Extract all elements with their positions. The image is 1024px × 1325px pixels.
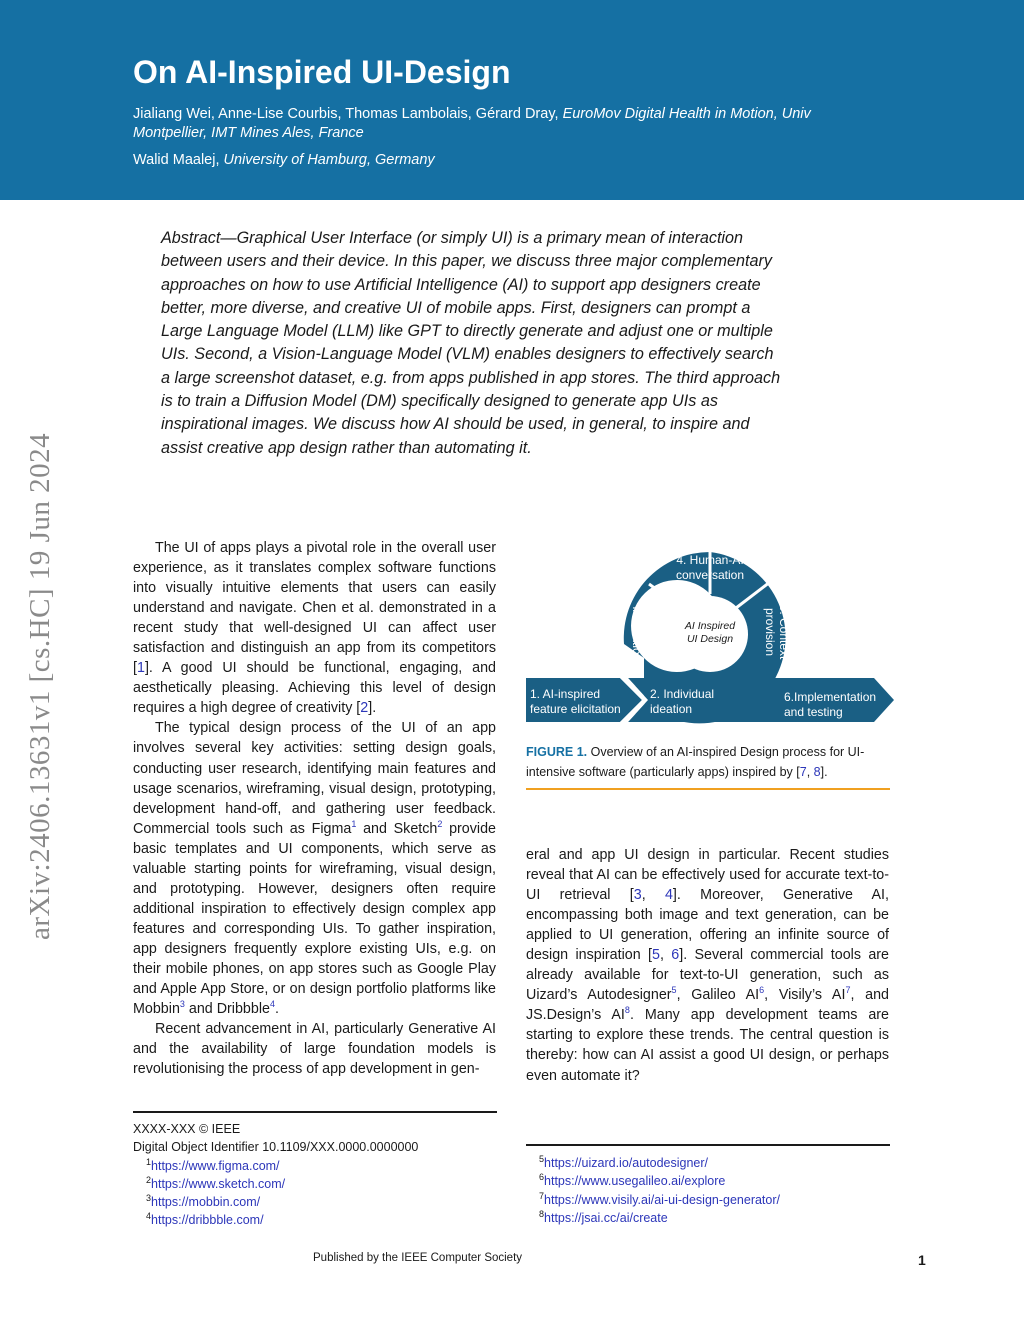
- page-number: 1: [918, 1252, 926, 1268]
- citation-link[interactable]: 7: [799, 765, 807, 779]
- caption-rule: [526, 788, 890, 790]
- footnote-item: [133, 1157, 418, 1175]
- abstract: Abstract—Graphical User Interface (or simply UI) is a primary mean of interaction between users and their device. In this paper, we discuss three major complementary approaches on how to use Artificial Intelligence (AI) to support app designers create better, more diverse, and creative UI of mobile apps. First, designers can prompt a Large Language Model (LLM) like GPT to directly generate and adjust one or multiple UIs. Second, a Vision-Language Model (VLM) enables designers to effectively search a large screenshot dataset, e.g. from apps published in app stores. The third approach is to train a Diffusion Model (DM) specifically designed to generate app UIs as inspirational images. We discuss how AI should be used, in general, to inspire and assist creative app design rather than automating it.: [161, 229, 781, 457]
- caption-text: Overview of an AI-inspired Design process for UI-intensive software (particularly apps) inspired by [: [526, 745, 865, 779]
- paragraph-1: [133, 538, 496, 718]
- footnote-item: [526, 1154, 780, 1172]
- footnote-marker[interactable]: 6: [759, 985, 765, 996]
- footnote-link[interactable]: https://jsai.cc/ai/create: [544, 1210, 668, 1225]
- paragraph-2: [133, 718, 496, 1019]
- footnote-link[interactable]: https://www.usegalileo.ai/explore: [544, 1174, 726, 1189]
- paragraph-3: Recent advancement in AI, particularly Generative AI and the availability of large foundation models is revolutionising the process of app development in gen-: [133, 1021, 496, 1078]
- footnote-link[interactable]: https://www.sketch.com/: [151, 1176, 286, 1191]
- footnote-marker[interactable]: 7: [845, 985, 851, 996]
- ai-design-process-figure: [524, 548, 896, 728]
- authors-list: Jialiang Wei, Anne-Lise Courbis, Thomas Lambolais, Gérard Dray,: [133, 106, 559, 122]
- paper-title: On AI-Inspired UI-Design: [133, 54, 511, 90]
- text-segment: ].: [820, 765, 828, 779]
- figure-caption: [526, 742, 890, 782]
- ring-separator: [649, 584, 682, 608]
- footnote-rule-right: [526, 1144, 890, 1146]
- footnote-marker[interactable]: 1: [351, 818, 357, 829]
- text-segment: , Galileo AI: [676, 987, 760, 1004]
- text-segment: ]. Moreover, Generative AI, encompassing both image and text generation, can be applied to UI generation, offering an infinite source of design inspiration [: [526, 887, 889, 964]
- footnote-rule-left: [133, 1111, 497, 1113]
- footnote-number: 1: [146, 1156, 152, 1167]
- text-segment: and Dribbble: [184, 1001, 270, 1018]
- citation-link[interactable]: 4: [664, 887, 673, 904]
- footnote-item: [133, 1175, 418, 1193]
- stage-6-label-line-1: 6.Implementation: [784, 690, 877, 704]
- citation-link[interactable]: 6: [671, 947, 680, 964]
- text-segment: and Sketch: [356, 820, 438, 837]
- footnotes-left: [133, 1120, 418, 1230]
- stage-2-label-line-1: 2. Individual: [650, 687, 715, 701]
- citation-link[interactable]: 1: [136, 660, 145, 677]
- citation-link[interactable]: 3: [633, 887, 642, 904]
- body-column-right: [526, 845, 889, 1086]
- header-band: [0, 0, 1024, 200]
- stage-1-label-line-2: feature elicitation: [530, 702, 621, 716]
- footnote-number: 6: [539, 1172, 545, 1183]
- footnote-item: [133, 1211, 418, 1229]
- footnote-marker[interactable]: 2: [437, 818, 443, 829]
- footnote-item: [133, 1193, 418, 1211]
- stage-2-label-line-2: ideation: [650, 702, 693, 716]
- citation-link[interactable]: 5: [651, 947, 660, 964]
- footnote-marker[interactable]: 8: [624, 1005, 630, 1016]
- text-segment: ,: [659, 947, 672, 964]
- author-2: Walid Maalej,: [133, 152, 220, 168]
- stage-4-label-line-1: 4. Human-AI: [676, 553, 744, 567]
- footnote-number: 3: [146, 1193, 152, 1204]
- stage-3-label-line-2: provision: [763, 607, 777, 657]
- arxiv-identifier: arXiv:2406.13631v1 [cs.HC] 19 Jun 2024: [24, 432, 56, 940]
- footnotes-right: [526, 1154, 780, 1227]
- authors-block: [133, 105, 873, 143]
- footnote-item: [526, 1172, 780, 1190]
- footnote-item: [526, 1191, 780, 1209]
- footnote-number: 5: [539, 1153, 545, 1164]
- text-segment: , Visily’s AI: [764, 987, 846, 1004]
- stage-1-label-line-1: 1. AI-inspired: [530, 687, 601, 701]
- body-column-left: [133, 538, 496, 1079]
- text-segment: ]. Several commercial tools are already available for text-to-UI generation, such as Uizard’s Autodesigner: [526, 947, 889, 1004]
- footnote-link[interactable]: https://mobbin.com/: [151, 1195, 261, 1210]
- text-segment: eral and app UI design in particular. Recent studies reveal that AI can be effectively used for accurate text-to-UI retrieval [: [526, 847, 889, 904]
- caption-label: FIGURE 1.: [526, 745, 588, 759]
- footnote-link[interactable]: https://www.visily.ai/ai-ui-design-generator/: [544, 1192, 780, 1207]
- doi-notice: Digital Object Identifier 10.1109/XXX.0000.0000000: [133, 1140, 419, 1155]
- footnote-number: 7: [539, 1190, 545, 1201]
- text-segment: ]. A good UI should be functional, engaging, and aesthetically pleasing. Achieving this level of design requires a high degree of creativity [: [133, 660, 496, 717]
- text-segment: The UI of apps plays a pivotal role in the overall user experience, as it translates complex software functions into visually intuitive elements that users can easily understand and navigate. Chen et al. demonstrated in a recent study that well-designed UI can affect user satisfaction and distinguish an app from its competitors [: [133, 540, 496, 677]
- footnote-marker[interactable]: 4: [269, 999, 275, 1010]
- stage-4-label-line-2: conversation: [675, 568, 745, 582]
- text-segment: , and JS.Design’s AI: [526, 987, 889, 1024]
- stage-3-label-line-1: 3. Context: [777, 604, 791, 660]
- text-segment: The typical design process of the UI of an app involves several key activities: setting design goals, conducting user research, identifying main features and usage scenarios, wireframing, visual design, prototyping, development hand-off, and gathering user feedback. Commercial tools such as Figma: [133, 720, 496, 837]
- citation-link[interactable]: 2: [360, 700, 369, 717]
- text-segment: ,: [641, 887, 665, 904]
- footnote-number: 4: [146, 1211, 152, 1222]
- affiliation-2: University of Hamburg, Germany: [223, 152, 435, 168]
- text-segment: . Many app development teams are starting to explore these trends. The central question is thereby: how can AI assist a good UI design, or perhaps even automate it?: [526, 1007, 890, 1084]
- footnote-number: 8: [539, 1208, 545, 1219]
- authors-block-2: [133, 152, 435, 168]
- text-segment: ].: [368, 700, 377, 717]
- stage-5-label-line-2: incubation: [630, 606, 644, 662]
- publisher-footer: Published by the IEEE Computer Society: [313, 1252, 523, 1264]
- center-label-line-2: UI Design: [686, 633, 734, 645]
- citation-link[interactable]: 8: [813, 765, 821, 779]
- footnote-link[interactable]: https://dribbble.com/: [151, 1213, 264, 1228]
- affiliation-1: EuroMov Digital Health in Motion, Univ Montpellier, IMT Mines Ales, France: [133, 106, 811, 141]
- footnote-link[interactable]: https://www.figma.com/: [151, 1158, 280, 1173]
- footnote-marker[interactable]: 5: [671, 985, 677, 996]
- footnote-number: 2: [146, 1174, 152, 1185]
- stage-5-label-line-1: 5. Team: [644, 612, 658, 656]
- paragraph-4: [526, 845, 889, 1086]
- footnote-marker[interactable]: 3: [179, 999, 185, 1010]
- copyright-notice: XXXX-XXX © IEEE: [133, 1122, 241, 1136]
- text-segment: .: [274, 1001, 279, 1018]
- footnote-link[interactable]: https://uizard.io/autodesigner/: [544, 1156, 709, 1170]
- text-segment: ,: [806, 765, 814, 779]
- stage-6-label-line-2: and testing: [784, 705, 843, 719]
- footnote-item: [526, 1209, 780, 1227]
- center-label-line-1: AI Inspired: [684, 620, 736, 632]
- text-segment: provide basic templates and UI components, which serve as valuable starting points for wireframing, visual design, and prototyping. However, designers often require additional inspiration to effectively design complex app features and corresponding UIs. To gather inspiration, app designers frequently explore existing UIs, e.g. on their mobile phones, on app stores such as Google Play and Apple App Store, or on design portfolio platforms like Mobbin: [133, 820, 496, 1018]
